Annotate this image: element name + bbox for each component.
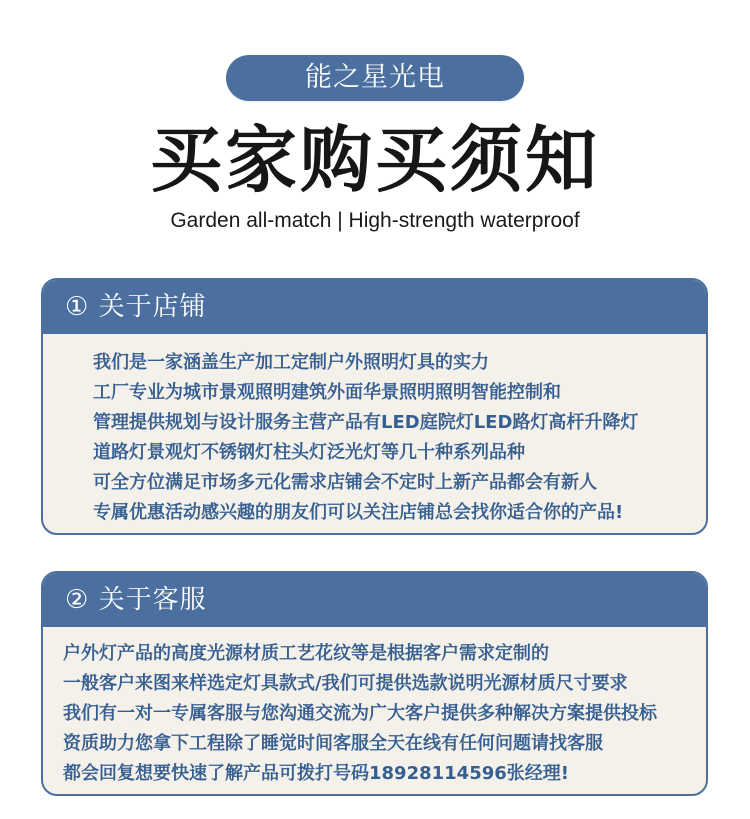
page-title: 买家购买须知 bbox=[149, 118, 600, 202]
customer-service-line: 我们有一对一专属客服与您沟通交流为广大客户提供多种解决方案提供投标 bbox=[63, 703, 657, 724]
customer-service-heading: ② 关于客服 bbox=[43, 573, 706, 627]
page-subtitle: Garden all-match | High-strength waterproof bbox=[170, 209, 580, 232]
customer-service-line: 资质助力您拿下工程除了睡觉时间客服全天在线有任何问题请找客服 bbox=[63, 733, 603, 754]
about-store-line: 工厂专业为城市景观照明建筑外面华景照明照明智能控制和 bbox=[93, 382, 561, 403]
customer-service-body bbox=[43, 627, 706, 789]
about-store-line: 可全方位满足市场多元化需求店铺会不定时上新产品都会有新人 bbox=[93, 472, 597, 493]
customer-service-card bbox=[41, 571, 708, 796]
about-store-heading: ① 关于店铺 bbox=[43, 280, 706, 334]
about-store-line: 管理提供规划与设计服务主营产品有LED庭院灯LED路灯高杆升降灯 bbox=[93, 412, 639, 433]
about-store-line: 专属优惠活动感兴趣的朋友们可以关注店铺总会找你适合你的产品! bbox=[93, 502, 624, 523]
brand-name: 能之星光电 bbox=[305, 62, 445, 93]
about-store-body bbox=[43, 334, 706, 528]
about-store-line: 道路灯景观灯不锈钢灯柱头灯泛光灯等几十种系列品种 bbox=[93, 442, 525, 463]
customer-service-line: 都会回复想要快速了解产品可拨打号码18928114596张经理! bbox=[63, 763, 569, 784]
customer-service-line: 一般客户来图来样选定灯具款式/我们可提供选款说明光源材质尺寸要求 bbox=[63, 673, 628, 694]
brand-badge bbox=[226, 55, 524, 101]
about-store-line: 我们是一家涵盖生产加工定制户外照明灯具的实力 bbox=[93, 352, 489, 373]
about-store-card bbox=[41, 278, 708, 535]
customer-service-line: 户外灯产品的高度光源材质工艺花纹等是根据客户需求定制的 bbox=[63, 643, 549, 664]
